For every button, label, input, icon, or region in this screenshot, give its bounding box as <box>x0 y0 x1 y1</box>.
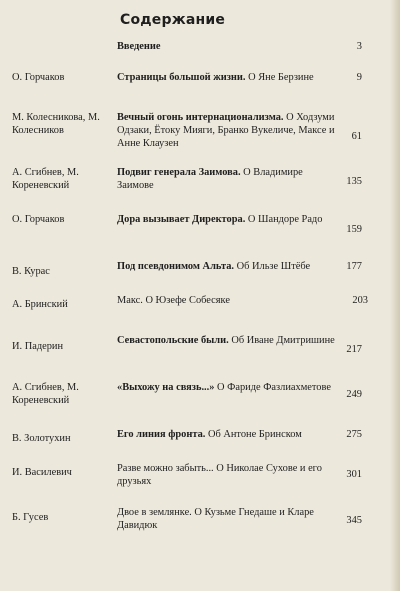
entry-work <box>117 71 337 84</box>
entry-work <box>117 506 337 532</box>
entry-work <box>117 334 337 347</box>
entry-author: В. Курас <box>12 266 50 277</box>
entry-work <box>117 428 337 441</box>
entry-subject: Двое в землянке. О Кузьме Гнедаше и Кларе Давидюк <box>117 507 314 531</box>
entry-page-number: 203 <box>352 295 368 306</box>
entry-subject: О Фариде Фазлиахметове <box>214 382 331 393</box>
entry-work <box>117 166 337 192</box>
entry-work <box>117 381 337 394</box>
entry-subject: О Владимире Заимове <box>117 167 303 191</box>
entry-work <box>117 260 337 273</box>
entry-page-number: 61 <box>351 131 362 142</box>
entry-page-number: 301 <box>346 469 362 480</box>
entry-title: Дора вызывает Директора. <box>117 214 246 225</box>
entry-page-number: 217 <box>346 344 362 355</box>
entry-author: О. Горчаков <box>12 214 65 225</box>
page-edge-shadow <box>390 0 400 591</box>
page-title: Содержание <box>120 12 226 28</box>
entry-subject: Разве можно забыть... О Николае Сухове и его друзьях <box>117 463 322 487</box>
entry-subject: Макс. О Юзефе Собесяке <box>117 295 230 306</box>
entry-page-number: 275 <box>346 429 362 440</box>
entry-subject: О Шандоре Радо <box>245 214 323 225</box>
entry-page-number: 135 <box>346 176 362 187</box>
entry-work <box>117 111 337 150</box>
entry-author: Б. Гусев <box>12 512 49 523</box>
entry-author: А. Сгибнев, М. Кореневский <box>12 382 79 406</box>
entry-title: «Выхожу на связь...» <box>117 382 215 393</box>
entry-title: Вечный огонь интернационализма. <box>117 112 284 123</box>
entry-author: М. Колесникова, М. Колесников <box>12 112 100 136</box>
entry-author: А. Бринский <box>12 299 68 310</box>
entry-page-number: 159 <box>346 224 362 235</box>
entry-subject: Об Антоне Бринском <box>205 429 302 440</box>
entry-work <box>117 40 337 53</box>
entry-work <box>117 213 337 226</box>
entry-title: Его линия фронта. <box>117 429 206 440</box>
entry-author: И. Василевич <box>12 467 72 478</box>
entry-subject: Об Иване Дмитришине <box>228 335 335 346</box>
entry-title: Страницы большой жизни. <box>117 72 246 83</box>
entry-page-number: 345 <box>346 515 362 526</box>
entry-page-number: 249 <box>346 389 362 400</box>
entry-author: О. Горчаков <box>12 72 65 83</box>
entry-subject: О Яне Берзине <box>245 72 314 83</box>
entry-author: А. Сгибнев, М. Кореневский <box>12 167 79 191</box>
entry-page-number: 9 <box>356 72 362 83</box>
entry-page-number: 177 <box>346 261 362 272</box>
entry-author: И. Падерин <box>12 341 64 352</box>
entry-title: Подвиг генерала Заимова. <box>117 167 241 178</box>
entry-work <box>117 462 337 488</box>
entry-page-number: 3 <box>356 41 362 52</box>
entry-title: Введение <box>117 41 161 52</box>
entry-title: Севастопольские были. <box>117 335 229 346</box>
entry-subject: Об Ильзе Штёбе <box>234 261 311 272</box>
entry-subject: О Ходзуми Одзаки, Ётоку Мияги, Бранко Вукеличе, Максе и Анне Клаузен <box>117 112 335 149</box>
entry-author: В. Золотухин <box>12 433 71 444</box>
entry-work <box>117 294 337 307</box>
entry-title: Под псевдонимом Альта. <box>117 261 235 272</box>
